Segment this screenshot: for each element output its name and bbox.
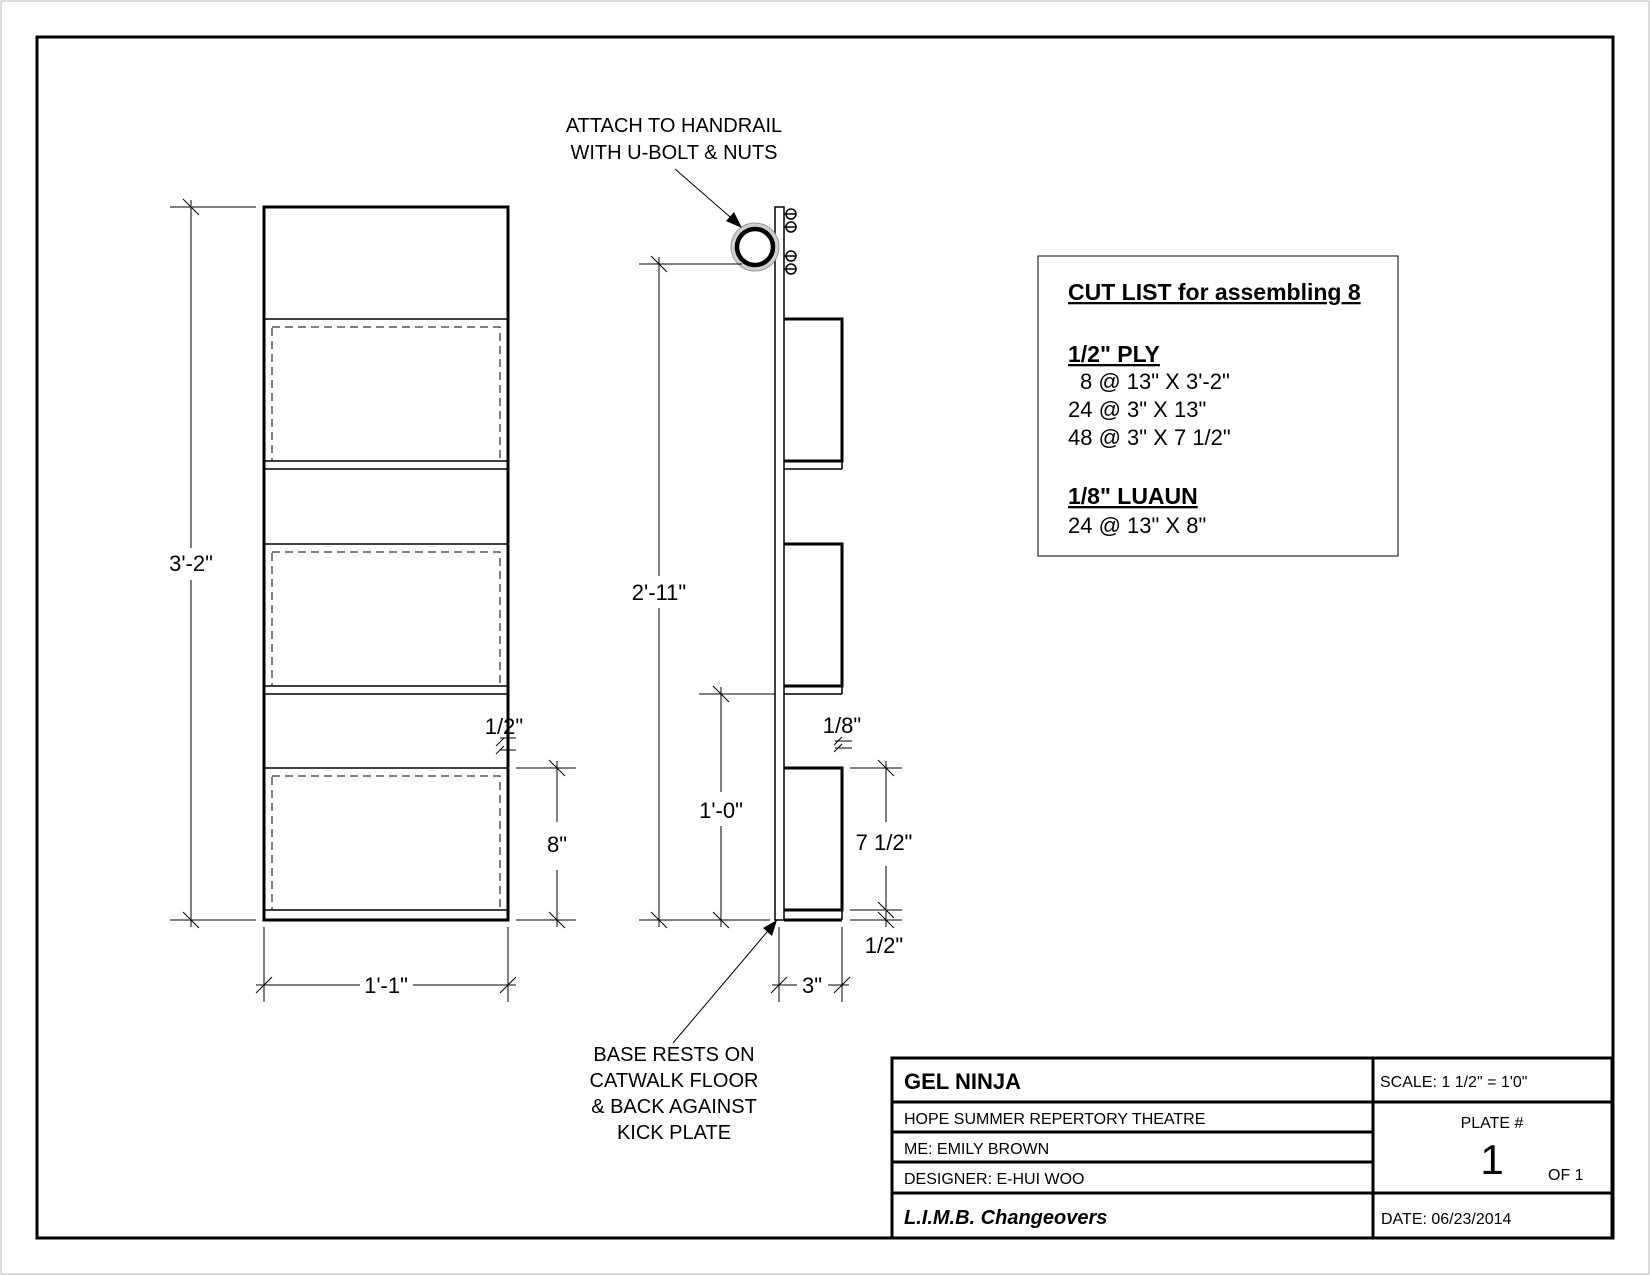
note-base-line-4: KICK PLATE bbox=[616, 1122, 732, 1144]
hidden-box-top bbox=[272, 327, 500, 461]
luaun-thickness-label: 1/8" bbox=[822, 713, 862, 738]
cut-list-item: 8 @ 13" X 3'-2" bbox=[1080, 369, 1230, 394]
shelf-inner-label: 7 1/2" bbox=[855, 830, 913, 855]
drawing-scale: SCALE: 1 1/2" = 1'0" bbox=[1380, 1074, 1528, 1091]
master-electrician: ME: EMILY BROWN bbox=[904, 1141, 1050, 1158]
plate-label: PLATE # bbox=[1460, 1115, 1524, 1132]
dim-luaun-thickness bbox=[823, 713, 861, 752]
cut-list-item: 48 @ 3" X 7 1/2" bbox=[1068, 425, 1231, 450]
drawing-date: DATE: 06/23/2014 bbox=[1381, 1211, 1512, 1228]
shelf-bottom-label: 1/2" bbox=[864, 933, 904, 958]
dim-side-lower bbox=[699, 686, 775, 928]
dim-shelf-depth bbox=[771, 927, 850, 1002]
side-back-panel bbox=[775, 207, 784, 920]
cut-list bbox=[1038, 256, 1398, 556]
dim-front-height bbox=[169, 199, 256, 928]
cut-list-heading-ply: 1/2" PLY bbox=[1068, 341, 1160, 367]
cut-list-heading-luaun: 1/8" LUAUN bbox=[1068, 483, 1198, 509]
dim-shelf-inner bbox=[850, 760, 912, 958]
box-height-label: 8" bbox=[546, 832, 568, 857]
cut-list-item: 24 @ 3" X 13" bbox=[1068, 397, 1207, 422]
drawing-title: GEL NINJA bbox=[904, 1069, 1021, 1094]
plate-number: 1 bbox=[1480, 1136, 1504, 1183]
plate-of: OF 1 bbox=[1548, 1167, 1584, 1184]
side-lower-label: 1'-0" bbox=[699, 798, 743, 823]
dim-front-width bbox=[256, 927, 516, 1002]
cut-list-item: 24 @ 13" X 8" bbox=[1068, 513, 1207, 538]
organization: HOPE SUMMER REPERTORY THEATRE bbox=[904, 1111, 1206, 1128]
front-height-label: 3'-2" bbox=[169, 551, 213, 576]
ply-thickness-label: 1/2" bbox=[484, 714, 524, 739]
note-base bbox=[590, 920, 777, 1144]
dim-box-height bbox=[516, 760, 576, 928]
front-back-panel bbox=[264, 207, 508, 920]
note-attach bbox=[566, 115, 782, 228]
title-block bbox=[892, 1058, 1612, 1238]
side-height-label: 2'-11" bbox=[631, 580, 687, 605]
shelf-depth-label: 3" bbox=[801, 973, 823, 998]
hidden-box-bottom bbox=[272, 776, 500, 910]
note-attach-line-1: ATTACH TO HANDRAIL bbox=[565, 115, 783, 137]
note-base-line-2: CATWALK FLOOR bbox=[589, 1070, 759, 1092]
dim-side-height bbox=[632, 256, 770, 928]
note-base-line-1: BASE RESTS ON bbox=[593, 1044, 755, 1066]
note-attach-line-2: WITH U-BOLT & NUTS bbox=[570, 142, 778, 164]
note-base-line-3: & BACK AGAINST bbox=[591, 1096, 757, 1118]
front-width-label: 1'-1" bbox=[364, 973, 408, 998]
designer: DESIGNER: E-HUI WOO bbox=[904, 1171, 1085, 1188]
leader-arrow-icon bbox=[726, 212, 742, 228]
dim-ply-thickness bbox=[485, 714, 523, 754]
project-name: L.I.M.B. Changeovers bbox=[904, 1207, 1108, 1229]
handrail-icon bbox=[737, 229, 773, 265]
front-view bbox=[264, 207, 508, 920]
side-view bbox=[775, 207, 842, 920]
cut-list-title: CUT LIST for assembling 8 bbox=[1068, 279, 1361, 305]
hidden-box-middle bbox=[272, 552, 500, 686]
